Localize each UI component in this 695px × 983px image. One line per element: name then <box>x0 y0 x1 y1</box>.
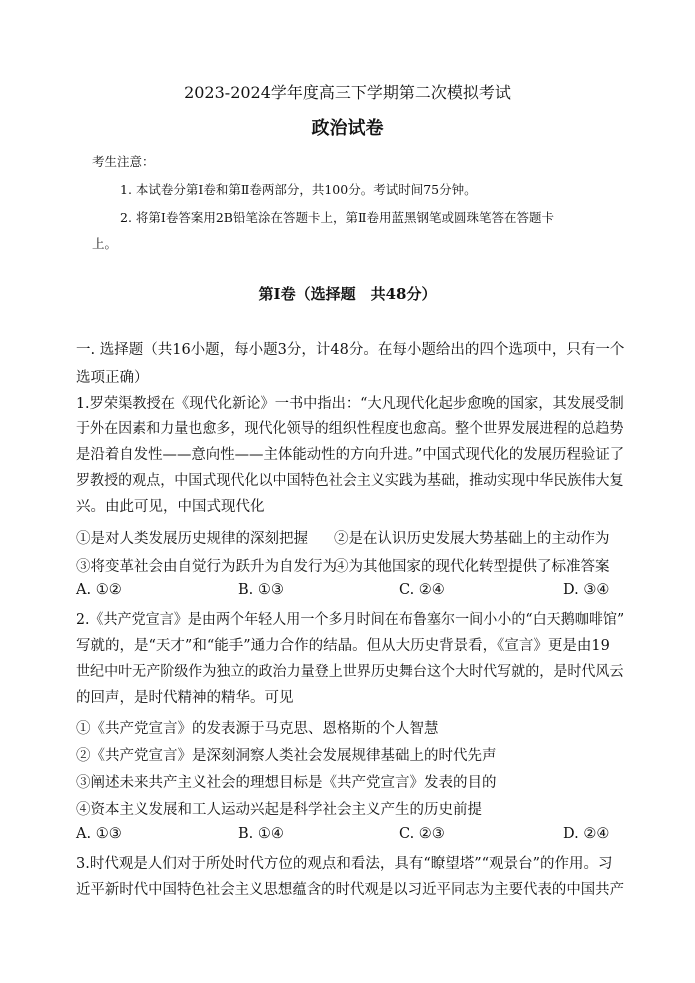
notice-item-2-cont: 上。 <box>92 236 118 251</box>
q1-line-5: 兴。由此可见，中国式现代化 <box>76 499 265 515</box>
exam-title: 2023-2024学年度高三下学期第二次模拟考试 <box>184 83 511 102</box>
q1-option-a: A. ①② <box>76 582 122 598</box>
q1-statement-2: ②是在认识历史发展大势基础上的主动作为 <box>334 531 610 547</box>
q1-line-4: 罗教授的观点，中国式现代化以中国特色社会主义实践为基础，推动实现中华民族伟大复 <box>76 473 624 489</box>
q2-line-1: 2.《共产党宣言》是由两个年轻人用一个多月时间在布鲁塞尔一间小小的“白天鹅咖啡馆” <box>76 612 625 628</box>
q2-statement-1: ①《共产党宣言》的发表源于马克思、恩格斯的个人智慧 <box>76 721 439 737</box>
q2-statement-3: ③阐述未来共产主义社会的理想目标是《共产党宣言》发表的目的 <box>76 775 497 791</box>
q3-line-1: 3.时代观是人们对于所处时代方位的观点和看法，具有“瞭望塔”“观景台”的作用。习 <box>76 856 613 872</box>
q2-line-3: 世纪中叶无产阶级作为独立的政治力量登上世界历史舞台这个大时代写就的，是时代风云 <box>76 664 624 680</box>
notice-heading: 考生注意： <box>92 154 155 169</box>
q1-line-1: 1.罗荣渠教授在《现代化新论》一书中指出：“大凡现代化起步愈晚的国家，其发展受制 <box>76 396 624 412</box>
q1-line-3: 是沿着自发性——意向性——主体能动性的方向升进。”中国式现代化的发展历程验证了 <box>76 447 625 463</box>
q2-statement-4: ④资本主义发展和工人运动兴起是科学社会主义产生的历史前提 <box>76 802 482 818</box>
section-title: 第Ⅰ卷（选择题 共48分） <box>258 285 437 303</box>
q2-option-d: D. ②④ <box>563 826 610 842</box>
q1-statement-4: ④为其他国家的现代化转型提供了标准答案 <box>334 559 610 575</box>
section-instructions-2: 选项正确） <box>76 370 149 386</box>
q1-line-2: 于外在因素和力量也愈多，现代化领导的组织性程度也愈高。整个世界发展进程的总趋势 <box>76 421 624 437</box>
q1-statement-3: ③将变革社会由自觉行为跃升为自发行为 <box>76 559 337 575</box>
q1-statement-1: ①是对人类发展历史规律的深刻把握 <box>76 531 308 547</box>
q2-statement-2: ②《共产党宣言》是深刻洞察人类社会发展规律基础上的时代先声 <box>76 748 497 764</box>
section-instructions-1: 一. 选择题（共16小题，每小题3分，计48分。在每小题给出的四个选项中，只有一个 <box>76 342 625 358</box>
q2-line-2: 写就的，是“天才”和“能手”通力合作的结晶。但从大历史背景看，《宣言》更是由19 <box>76 638 610 654</box>
q2-option-b: B. ①④ <box>238 826 284 842</box>
subject-title: 政治试卷 <box>311 118 384 139</box>
q3-line-2: 近平新时代中国特色社会主义思想蕴含的时代观是以习近平同志为主要代表的中国共产 <box>76 882 624 898</box>
notice-item-2: 2. 将第Ⅰ卷答案用2B铅笔涂在答题卡上，第Ⅱ卷用蓝黑钢笔或圆珠笔答在答题卡 <box>120 210 554 225</box>
q2-line-4: 的回声，是时代精神的精华。可见 <box>76 690 294 706</box>
q1-option-b: B. ①③ <box>238 582 284 598</box>
q1-option-d: D. ③④ <box>563 582 610 598</box>
q2-option-a: A. ①③ <box>76 826 122 842</box>
q2-option-c: C. ②③ <box>399 826 445 842</box>
q1-option-c: C. ②④ <box>399 582 445 598</box>
notice-item-1: 1. 本试卷分第Ⅰ卷和第Ⅱ卷两部分，共100分。考试时间75分钟。 <box>120 182 477 197</box>
